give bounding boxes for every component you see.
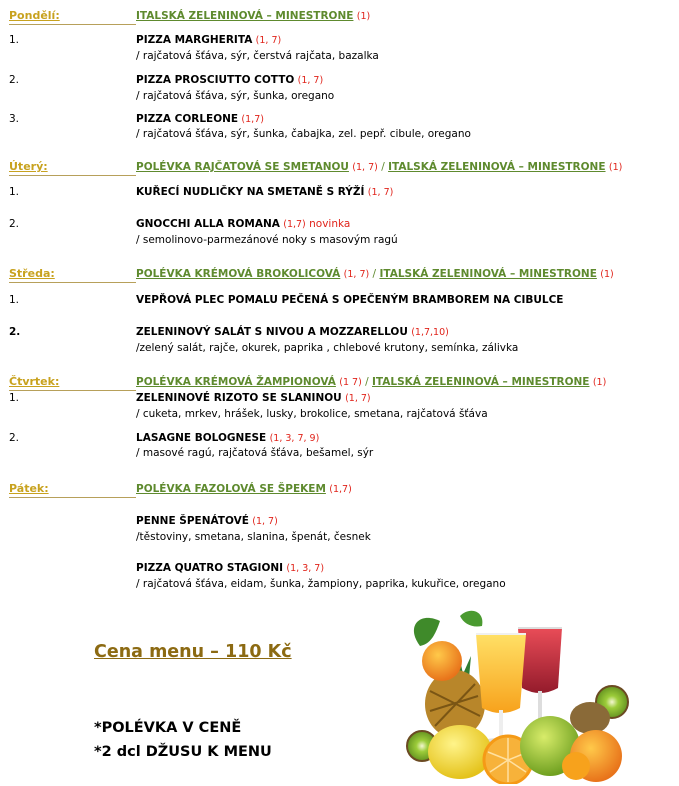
dish-number: 2. bbox=[9, 326, 21, 338]
allergen-codes: (1,7) bbox=[329, 484, 352, 495]
day-heading-friday: Pátek: bbox=[9, 482, 49, 495]
allergen-codes: (1) bbox=[608, 162, 623, 173]
allergen-codes: (1, 7) bbox=[343, 269, 370, 280]
note-soup-included: *POLÉVKA V CENĚ bbox=[94, 720, 242, 736]
dish-description: /těstoviny, smetana, slanina, špenát, česnek bbox=[136, 531, 371, 543]
dish-number: 2. bbox=[9, 218, 20, 230]
soup-name: POLÉVKA KRÉMOVÁ ŽAMPIONOVÁ bbox=[136, 376, 336, 388]
dish-description: /zelený salát, rajče, okurek, paprika , chlebové krutony, semínka, zálivka bbox=[136, 342, 519, 354]
dish-name: PIZZA QUATRO STAGIONI bbox=[136, 562, 284, 574]
allergen-codes: (1, 7) bbox=[367, 187, 394, 198]
dish-name: PIZZA CORLEONE bbox=[136, 113, 239, 125]
allergen-codes: (1) bbox=[356, 11, 371, 22]
dish-description: / semolinovo-parmezánové noky s masovým ragú bbox=[136, 234, 398, 246]
soup-separator: / bbox=[372, 268, 377, 280]
day-underline bbox=[9, 24, 136, 25]
fruit-juice-image bbox=[400, 606, 638, 784]
soup-line bbox=[136, 376, 606, 388]
soup-name: ITALSKÁ ZELENINOVÁ – MINESTRONE bbox=[372, 376, 590, 388]
dish-name: PIZZA MARGHERITA bbox=[136, 34, 253, 46]
dish-number: 2. bbox=[9, 432, 20, 444]
day-underline bbox=[9, 497, 136, 498]
allergen-codes: (1, 3, 7) bbox=[286, 563, 325, 574]
soup-name: POLÉVKA KRÉMOVÁ BROKOLICOVÁ bbox=[136, 268, 341, 280]
day-heading-tuesday: Úterý: bbox=[9, 160, 48, 173]
dish-title bbox=[136, 294, 563, 306]
day-underline bbox=[9, 390, 136, 391]
allergen-codes: (1) bbox=[600, 269, 614, 280]
soup-name: POLÉVKA FAZOLOVÁ SE ŠPEKEM bbox=[136, 483, 326, 495]
allergen-codes: (1, 7) bbox=[297, 75, 324, 86]
allergen-codes: (1, 7) bbox=[252, 516, 278, 527]
soup-line bbox=[136, 483, 352, 495]
day-heading-wednesday: Středa: bbox=[9, 267, 55, 280]
soup-separator: / bbox=[365, 376, 369, 388]
note-juice-included: *2 dcl DŽUSU K MENU bbox=[94, 744, 272, 760]
dish-name: PIZZA PROSCIUTTO COTTO bbox=[136, 74, 295, 86]
dish-title bbox=[136, 34, 281, 46]
dish-title bbox=[136, 562, 324, 574]
day-underline bbox=[9, 175, 136, 176]
dish-title bbox=[136, 74, 323, 86]
dish-description: / rajčatová šťáva, sýr, šunka, oregano bbox=[136, 90, 335, 102]
day-underline bbox=[9, 282, 136, 283]
dish-title bbox=[136, 432, 319, 444]
allergen-codes: (1 7) bbox=[339, 377, 362, 388]
soup-separator: / bbox=[381, 161, 385, 173]
soup-name: ITALSKÁ ZELENINOVÁ – MINESTRONE bbox=[379, 268, 597, 280]
soup-line bbox=[136, 161, 622, 173]
dish-title bbox=[136, 113, 264, 125]
allergen-codes: (1, 7) bbox=[255, 35, 282, 46]
allergen-codes: (1,7) bbox=[241, 114, 264, 125]
day-heading-thursday: Čtvrtek: bbox=[9, 375, 60, 388]
day-heading-monday: Pondělí: bbox=[9, 9, 60, 22]
allergen-codes: (1) bbox=[592, 377, 607, 388]
dish-name: PENNE ŠPENÁTOVÉ bbox=[136, 515, 249, 527]
menu-price: Cena menu – 110 Kč bbox=[94, 642, 292, 662]
dish-number: 1. bbox=[9, 34, 20, 46]
dish-description: / rajčatová šťáva, sýr, čerstvá rajčata, bazalka bbox=[136, 50, 379, 62]
dish-name: ZELENINOVÝ SALÁT S NIVOU A MOZZARELLOU bbox=[136, 326, 408, 338]
dish-number: 1. bbox=[9, 294, 20, 306]
dish-title bbox=[136, 392, 371, 404]
dish-number: 1. bbox=[9, 186, 20, 198]
dish-number: 3. bbox=[9, 113, 20, 125]
soup-name: ITALSKÁ ZELENINOVÁ – MINESTRONE bbox=[388, 161, 606, 173]
allergen-codes: (1,7,10) bbox=[411, 327, 449, 338]
dish-title bbox=[136, 186, 393, 198]
soup-line bbox=[136, 10, 370, 22]
new-item-tag: novinka bbox=[309, 218, 351, 230]
dish-name: ZELENINOVÉ RIZOTO SE SLANINOU bbox=[136, 392, 342, 404]
soup-line bbox=[136, 268, 614, 280]
dish-name: LASAGNE BOLOGNESE bbox=[136, 432, 267, 444]
dish-name: VEPŘOVÁ PLEC POMALU PEČENÁ S OPEČENÝM BRAMBOREM NA CIBULCE bbox=[136, 294, 564, 306]
soup-name: POLÉVKA RAJČATOVÁ SE SMETANOU bbox=[136, 161, 349, 173]
allergen-codes: (1, 7) bbox=[345, 393, 371, 404]
dish-number: 2. bbox=[9, 74, 20, 86]
dish-title bbox=[136, 218, 350, 230]
soup-name: ITALSKÁ ZELENINOVÁ – MINESTRONE bbox=[136, 10, 354, 22]
allergen-codes: (1, 7) bbox=[352, 162, 378, 173]
dish-number: 1. bbox=[9, 392, 20, 404]
dish-description: / rajčatová šťáva, sýr, šunka, čabajka, zel. pepř. cibule, oregano bbox=[136, 128, 471, 140]
dish-name: GNOCCHI ALLA ROMANA bbox=[136, 218, 280, 230]
dish-title bbox=[136, 515, 278, 527]
dish-description: / cuketa, mrkev, hrášek, lusky, brokolice, smetana, rajčatová šťáva bbox=[136, 408, 488, 420]
dish-description: / rajčatová šťáva, eidam, šunka, žampiony, paprika, kukuřice, oregano bbox=[136, 578, 506, 590]
dish-name: KUŘECÍ NUDLIČKY NA SMETANĚ S RÝŽÍ bbox=[136, 186, 365, 198]
allergen-codes: (1, 3, 7, 9) bbox=[269, 433, 320, 444]
dish-title bbox=[136, 326, 449, 338]
dish-description: / masové ragú, rajčatová šťáva, bešamel, sýr bbox=[136, 447, 374, 459]
allergen-codes: (1,7) bbox=[283, 219, 306, 230]
